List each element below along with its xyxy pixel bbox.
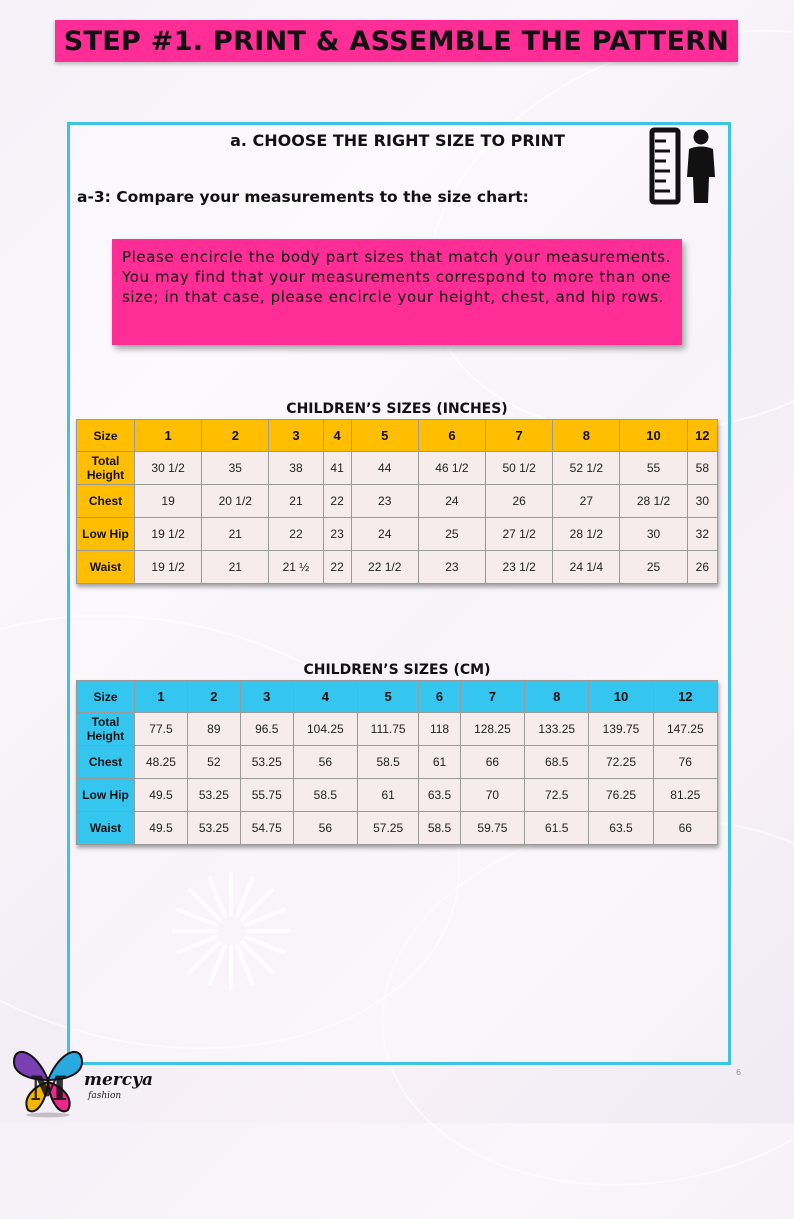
table-cell: 61.5 [525, 812, 589, 845]
table-cell: 23 [323, 518, 351, 551]
table-cell: 68.5 [525, 746, 589, 779]
table-cell: 63.5 [419, 779, 461, 812]
table-cell: 26 [687, 551, 717, 584]
size-column-header: 7 [486, 420, 553, 452]
table-cell: 81.25 [653, 779, 717, 812]
row-label: Chest [77, 746, 135, 779]
table-cell: 21 ½ [269, 551, 323, 584]
row-label: Waist [77, 551, 135, 584]
logo-subtext: fashion [88, 1091, 122, 1101]
table-cell: 128.25 [460, 713, 524, 746]
table-cell: 58.5 [358, 746, 419, 779]
logo-wordmark: mercya [84, 1070, 154, 1090]
table-cell: 46 1/2 [418, 452, 485, 485]
table-row [77, 713, 718, 746]
size-column-header: 2 [202, 420, 269, 452]
table-cell: 58 [687, 452, 717, 485]
size-column-header: 6 [418, 420, 485, 452]
size-column-header: 1 [135, 681, 188, 713]
table-cell: 25 [418, 518, 485, 551]
table-cell: 58.5 [419, 812, 461, 845]
table-cell: 25 [620, 551, 687, 584]
table-cell: 52 [187, 746, 240, 779]
table-cell: 54.75 [240, 812, 293, 845]
table-cell: 21 [202, 518, 269, 551]
table-row [77, 812, 718, 845]
table-row [77, 518, 718, 551]
table-cell: 41 [323, 452, 351, 485]
table-cell: 22 [323, 485, 351, 518]
size-column-header: 8 [525, 681, 589, 713]
table-cell: 22 1/2 [351, 551, 418, 584]
table-cell: 22 [323, 551, 351, 584]
table-cell: 24 1/4 [553, 551, 620, 584]
row-label: Total Height [77, 452, 135, 485]
table-row [77, 485, 718, 518]
size-column-header: 10 [620, 420, 687, 452]
size-table-inches [76, 419, 718, 584]
row-label: Total Height [77, 713, 135, 746]
table-cell: 56 [293, 812, 357, 845]
size-column-header: 5 [351, 420, 418, 452]
table-cell: 139.75 [589, 713, 653, 746]
table-cell: 118 [419, 713, 461, 746]
table-cell: 38 [269, 452, 323, 485]
chart-title-cm: CHILDREN’S SIZES (CM) [303, 662, 491, 678]
table-cell: 50 1/2 [486, 452, 553, 485]
section-title: a. CHOOSE THE RIGHT SIZE TO PRINT [230, 131, 565, 150]
table-cell: 66 [653, 812, 717, 845]
table-cell: 72.25 [589, 746, 653, 779]
size-column-header: 4 [323, 420, 351, 452]
svg-text:M: M [30, 1069, 68, 1109]
table-cell: 53.25 [187, 812, 240, 845]
table-corner-label: Size [77, 420, 135, 452]
table-cell: 24 [418, 485, 485, 518]
row-label: Low Hip [77, 518, 135, 551]
table-cell: 59.75 [460, 812, 524, 845]
table-cell: 20 1/2 [202, 485, 269, 518]
table-cell: 58.5 [293, 779, 357, 812]
subsection-title: a-3: Compare your measurements to the size chart: [77, 188, 529, 206]
table-cell: 111.75 [358, 713, 419, 746]
header-banner [55, 20, 738, 62]
size-column-header: 3 [269, 420, 323, 452]
table-cell: 52 1/2 [553, 452, 620, 485]
table-cell: 53.25 [240, 746, 293, 779]
table-cell: 53.25 [187, 779, 240, 812]
table-cell: 30 1/2 [135, 452, 202, 485]
table-cell: 147.25 [653, 713, 717, 746]
table-cell: 21 [269, 485, 323, 518]
table-cell: 30 [687, 485, 717, 518]
page-number: 6 [736, 1068, 742, 1077]
table-cell: 70 [460, 779, 524, 812]
size-column-header: 5 [358, 681, 419, 713]
table-cell: 77.5 [135, 713, 188, 746]
table-cell: 66 [460, 746, 524, 779]
table-cell: 28 1/2 [553, 518, 620, 551]
table-cell: 35 [202, 452, 269, 485]
table-cell: 49.5 [135, 812, 188, 845]
table-cell: 21 [202, 551, 269, 584]
table-cell: 23 [351, 485, 418, 518]
table-cell: 44 [351, 452, 418, 485]
size-column-header: 6 [419, 681, 461, 713]
instruction-text: Please encircle the body part sizes that match your measurements. You may find that your measurements correspond to more than one size; in that case, please encircle your height, chest, and hip rows. [122, 248, 671, 306]
row-label: Chest [77, 485, 135, 518]
row-label: Waist [77, 812, 135, 845]
instruction-note [112, 239, 682, 345]
table-cell: 57.25 [358, 812, 419, 845]
table-cell: 23 [418, 551, 485, 584]
table-cell: 30 [620, 518, 687, 551]
table-cell: 76.25 [589, 779, 653, 812]
table-cell: 96.5 [240, 713, 293, 746]
table-cell: 61 [358, 779, 419, 812]
table-cell: 22 [269, 518, 323, 551]
table-cell: 56 [293, 746, 357, 779]
size-column-header: 3 [240, 681, 293, 713]
size-column-header: 2 [187, 681, 240, 713]
size-column-header: 4 [293, 681, 357, 713]
sunburst-decoration-icon [170, 870, 292, 992]
table-cell: 23 1/2 [486, 551, 553, 584]
size-table-cm [76, 680, 718, 845]
table-row [77, 452, 718, 485]
table-cell: 49.5 [135, 779, 188, 812]
table-cell: 26 [486, 485, 553, 518]
table-cell: 133.25 [525, 713, 589, 746]
size-column-header: 10 [589, 681, 653, 713]
table-row [77, 779, 718, 812]
size-column-header: 12 [653, 681, 717, 713]
size-column-header: 12 [687, 420, 717, 452]
table-cell: 24 [351, 518, 418, 551]
table-cell: 72.5 [525, 779, 589, 812]
table-row [77, 551, 718, 584]
table-cell: 55.75 [240, 779, 293, 812]
table-cell: 19 1/2 [135, 518, 202, 551]
table-cell: 19 1/2 [135, 551, 202, 584]
table-cell: 76 [653, 746, 717, 779]
size-column-header: 1 [135, 420, 202, 452]
table-cell: 63.5 [589, 812, 653, 845]
table-cell: 61 [419, 746, 461, 779]
chart-title-inches: CHILDREN’S SIZES (INCHES) [286, 401, 508, 417]
measuring-ruler-person-icon [648, 127, 720, 205]
table-cell: 48.25 [135, 746, 188, 779]
table-cell: 27 [553, 485, 620, 518]
table-row [77, 746, 718, 779]
mercya-fashion-logo [8, 1040, 168, 1118]
size-column-header: 8 [553, 420, 620, 452]
size-column-header: 7 [460, 681, 524, 713]
table-corner-label: Size [77, 681, 135, 713]
table-cell: 104.25 [293, 713, 357, 746]
table-cell: 27 1/2 [486, 518, 553, 551]
table-cell: 19 [135, 485, 202, 518]
table-cell: 32 [687, 518, 717, 551]
page-title: STEP #1. PRINT & ASSEMBLE THE PATTERN [63, 25, 730, 57]
row-label: Low Hip [77, 779, 135, 812]
table-cell: 55 [620, 452, 687, 485]
table-cell: 89 [187, 713, 240, 746]
table-cell: 28 1/2 [620, 485, 687, 518]
